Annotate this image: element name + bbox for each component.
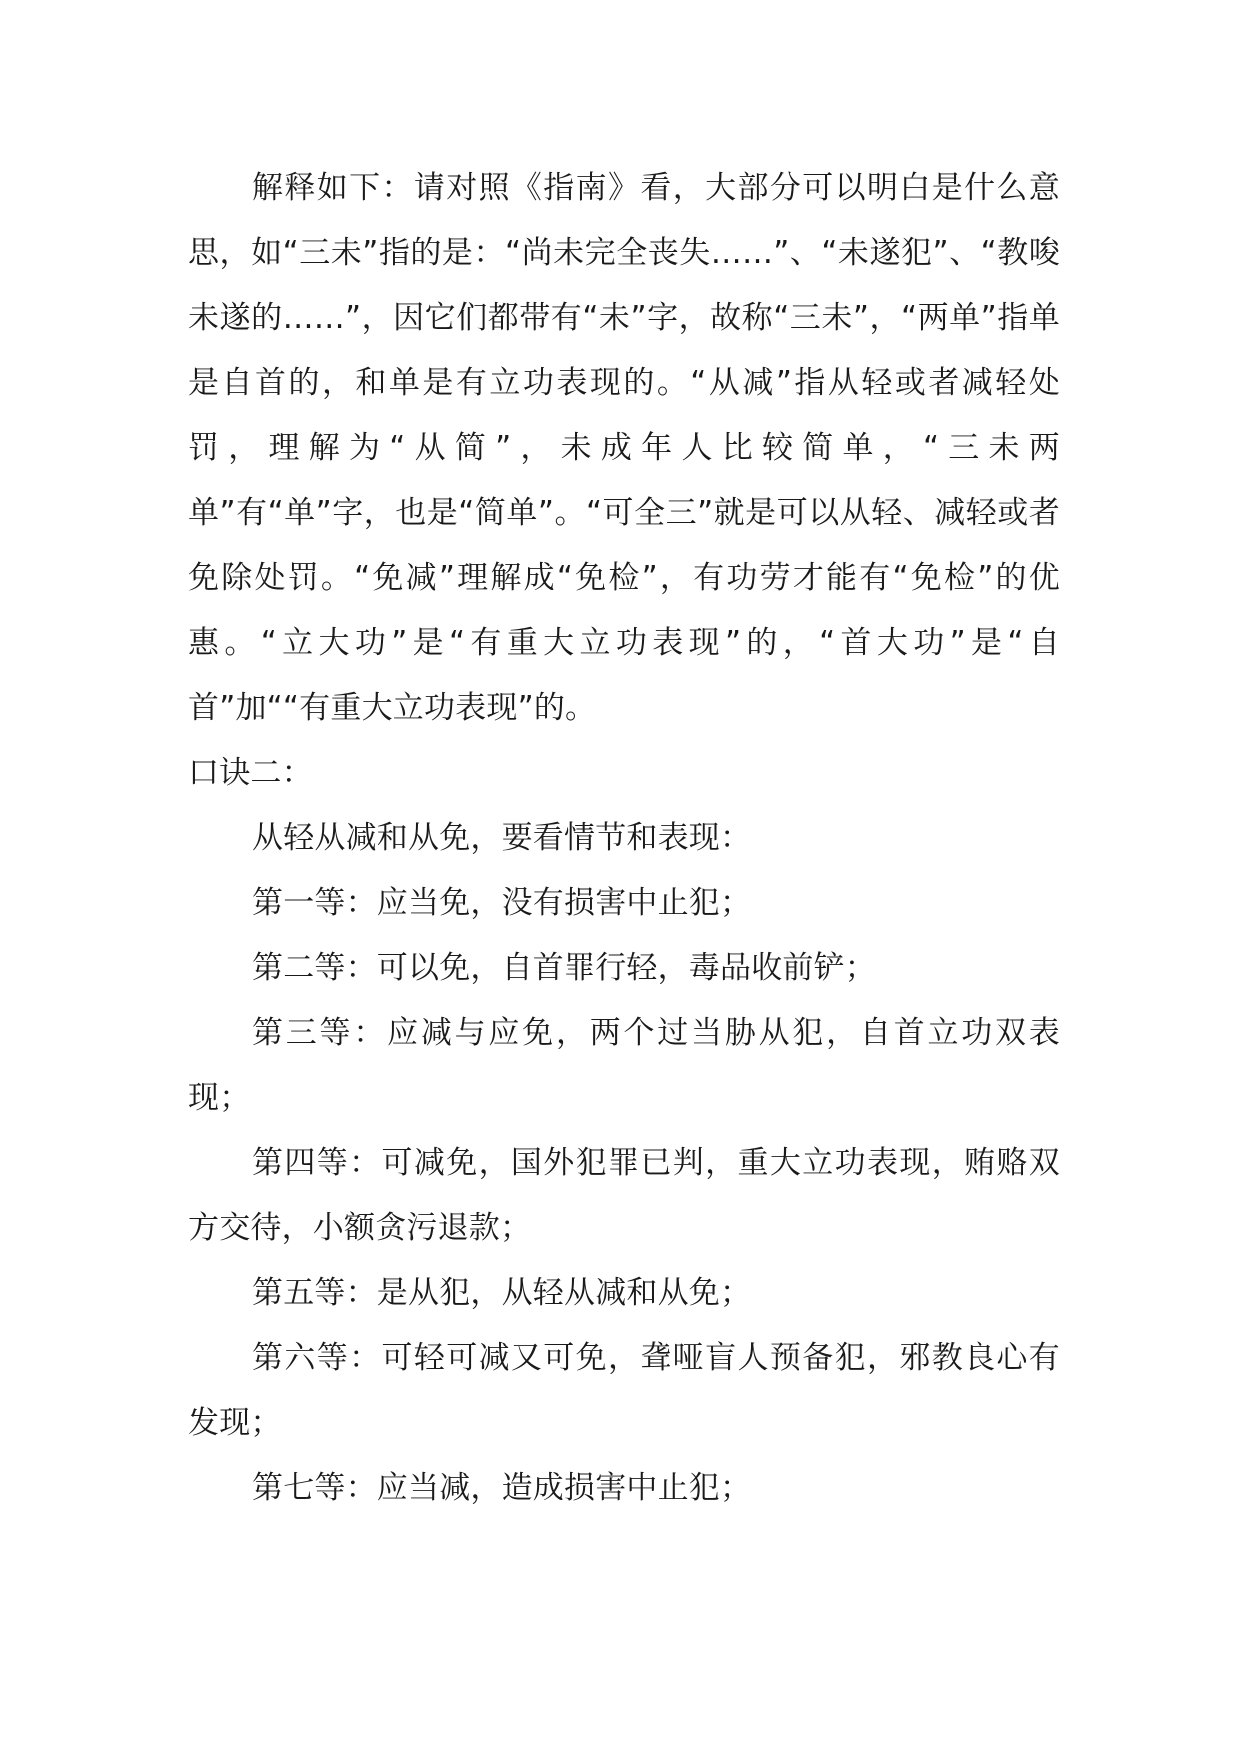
document-page: [188, 156, 1060, 1521]
explanation-paragraph: 解释如下：请对照《指南》看，大部分可以明白是什么意思，如“三未”指的是：“尚未完全丧失……”、“未遂犯”、“教唆未遂的……”，因它们都带有“未”字，故称“三未”，“两单”指单是自首的，和单是有立功表现的。“从减”指从轻或者减轻处罚，理解为“从简”，未成年人比较简单，“三未两单”有“单”字，也是“简单”。“可全三”就是可以从轻、减轻或者免除处罚。“免减”理解成“免检”，有功劳才能有“免检”的优惠。“立大功”是“有重大立功表现”的，“首大功”是“自首”加““有重大立功表现”的。: [188, 170, 1060, 726]
rhyme-line-4: 第四等：可减免，国外犯罪已判，重大立功表现，贿赂双方交待，小额贪污退款；: [188, 1145, 1060, 1246]
rhyme-line-6: 第六等：可轻可减又可免，聋哑盲人预备犯，邪教良心有发现；: [188, 1340, 1060, 1441]
rhyme-line-intro: 从轻从减和从免，要看情节和表现：: [252, 820, 752, 856]
rhyme-line-3: 第三等：应减与应免，两个过当胁从犯，自首立功双表现；: [188, 1015, 1060, 1116]
section-heading: 口诀二：: [188, 755, 313, 791]
rhyme-line-5: 第五等：是从犯，从轻从减和从免；: [252, 1275, 752, 1311]
rhyme-line-1: 第一等：应当免，没有损害中止犯；: [252, 885, 752, 921]
rhyme-line-7: 第七等：应当减，造成损害中止犯；: [252, 1470, 752, 1506]
rhyme-line-2: 第二等：可以免，自首罪行轻，毒品收前铲；: [252, 950, 876, 986]
